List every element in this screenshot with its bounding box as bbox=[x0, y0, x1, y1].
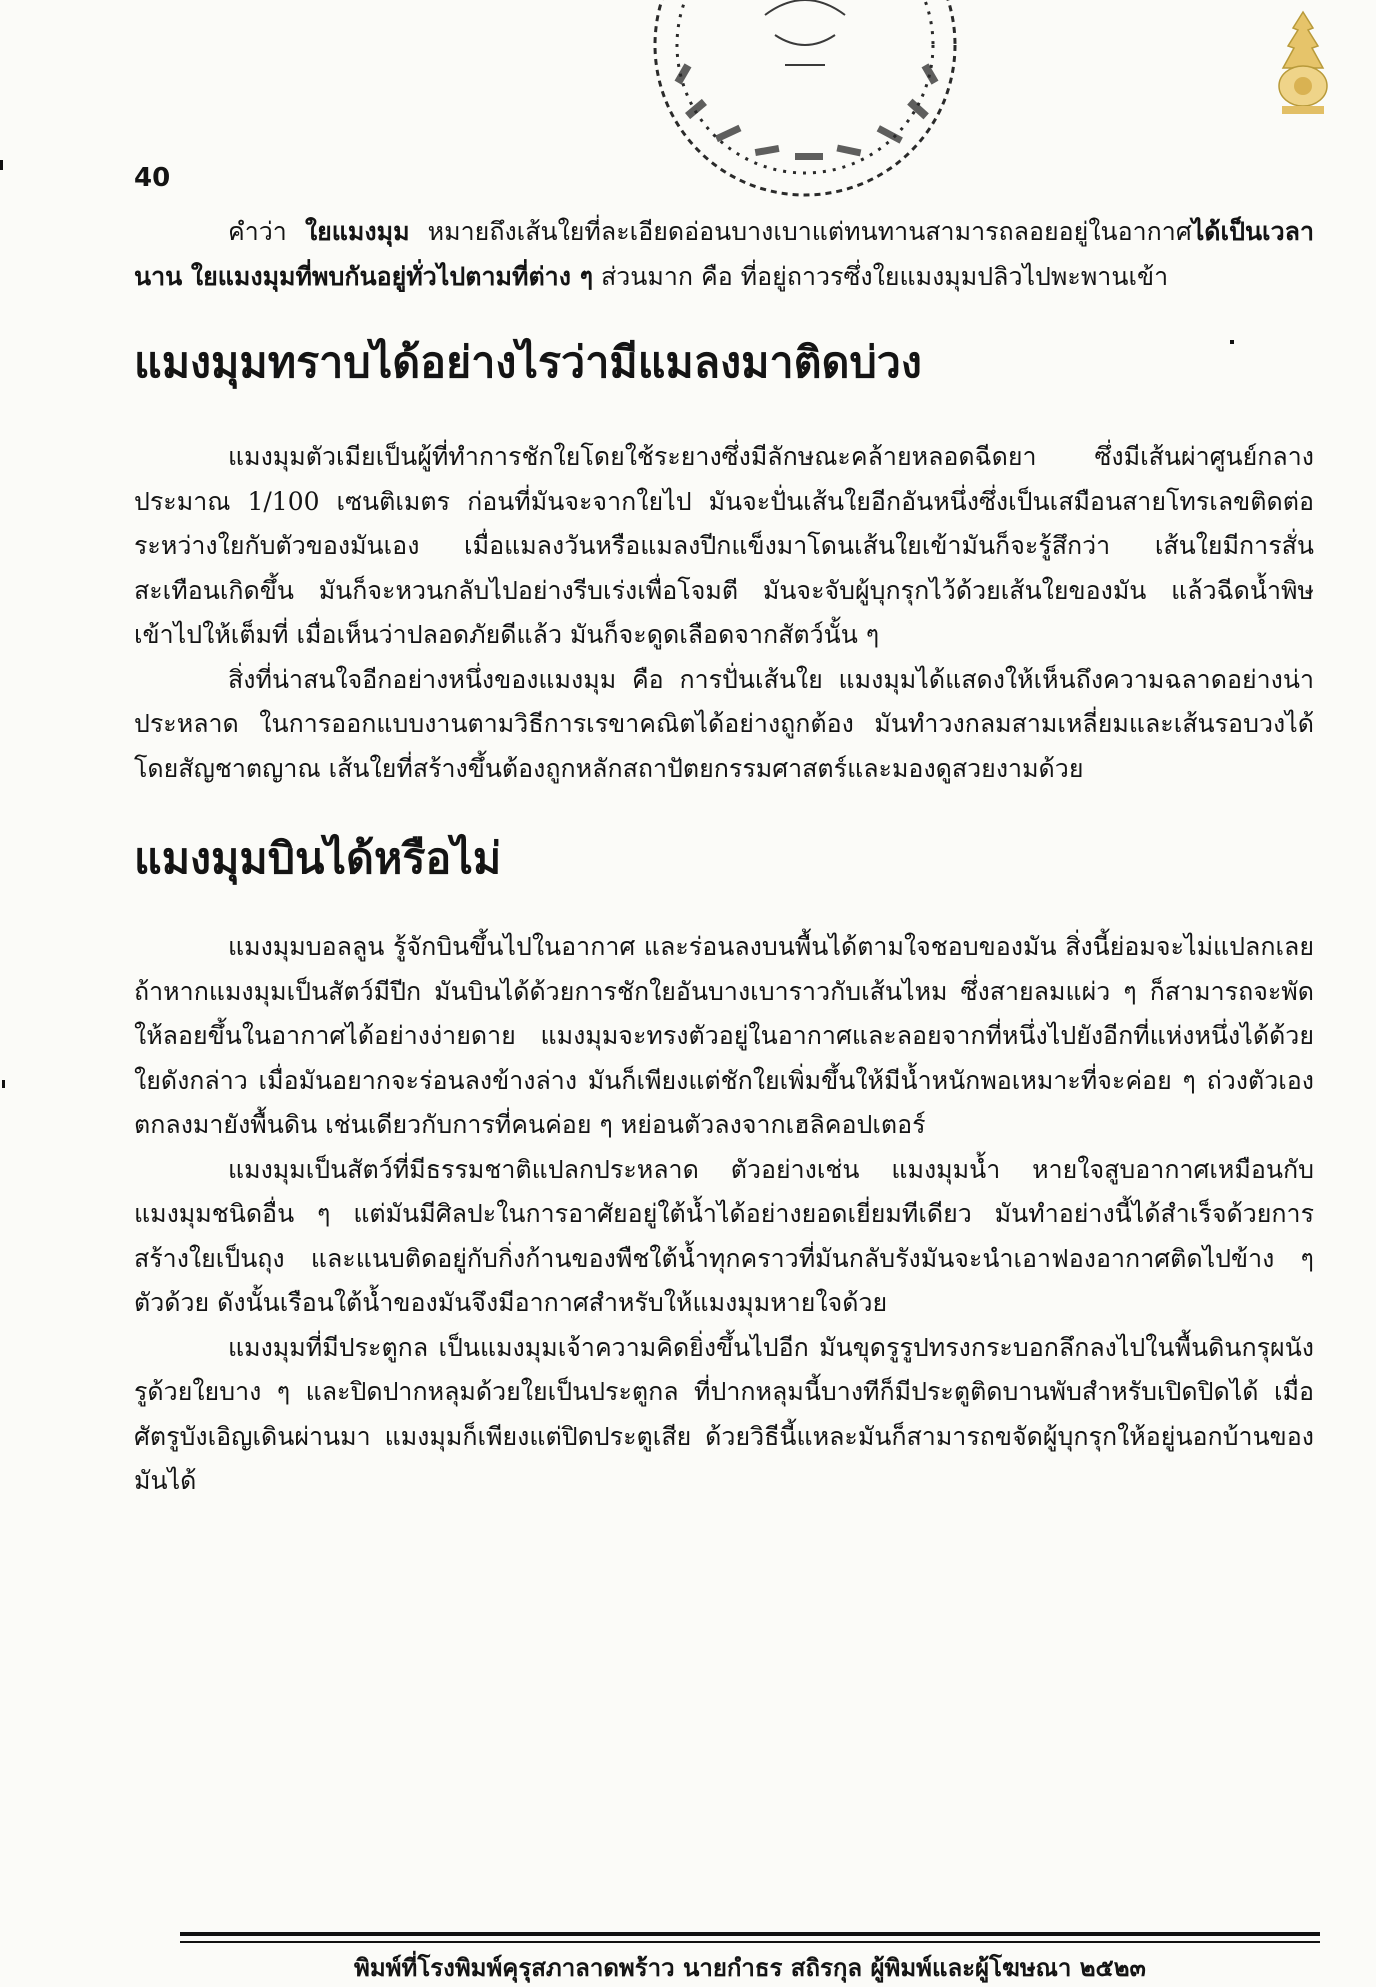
emblem-icon bbox=[1268, 6, 1338, 121]
text-segment: ส่วนมาก คือ ที่อยู่ถาวรซึ่งใยแมงมุมปลิวไปพะพานเข้า bbox=[593, 261, 1169, 291]
footer-divider bbox=[180, 1932, 1320, 1943]
body-paragraph: แมงมุมตัวเมียเป็นผู้ที่ทำการชักใยโดยใช้ระยางซึ่งมีลักษณะคล้ายหลอดฉีดยา ซึ่งมีเส้นผ่าศูนย์กลางประมาณ 1/100 เซนติเมตร ก่อนที่มันจะจากใยไป มันจะปั่นเส้นใยอีกอันหนึ่งซึ่งเป็นเสมือนสายโทรเลขติดต่อระหว่างใยกับตัวของมันเอง เมื่อแมลงวันหรือแมลงปีกแข็งมาโดนเส้นใยเข้ามันก็จะรู้สึกว่า เส้นใยมีการสั่นสะเทือนเกิดขึ้น มันก็จะหวนกลับไปอย่างรีบเร่งเพื่อโจมตี มันจะจับผู้บุกรุกไว้ด้วยเส้นใยของมัน แล้วฉีดน้ำพิษเข้าไปให้เต็มที่ เมื่อเห็นว่าปลอดภัยดีแล้ว มันก็จะดูดเลือดจากสัตว์นั้น ๆ bbox=[134, 442, 1314, 649]
body-paragraph: แมงมุมบอลลูน รู้จักบินขึ้นไปในอากาศ และร่อนลงบนพื้นได้ตามใจชอบของมัน สิ่งนี้ย่อมจะไม่แปลกเลย ถ้าหากแมงมุมเป็นสัตว์มีปีก มันบินได้ด้วยการชักใยอันบางเบาราวกับเส้นไหม ซึ่งสายลมแผ่ว ๆ ก็สามารถจะพัดให้ลอยขึ้นในอากาศได้อย่างง่ายดาย แมงมุมจะทรงตัวอยู่ในอากาศและลอยจากที่หนึ่งไปยังอีกที่แห่งหนึ่งได้ด้วยใยดังกล่าว เมื่อมันอยากจะร่อนลงข้างล่าง มันก็เพียงแต่ชักใยเพิ่มขึ้นให้มีน้ำหนักพอเหมาะที่จะค่อย ๆ ถ่วงตัวเองตกลงมายังพื้นดิน เช่นเดียวกับการที่คนค่อย ๆ หย่อนตัวลงจากเฮลิคอปเตอร์ bbox=[134, 932, 1314, 1139]
body-paragraph: แมงมุมเป็นสัตว์ที่มีธรรมชาติแปลกประหลาด ตัวอย่างเช่น แมงมุมน้ำ หายใจสูบอากาศเหมือนกับแมงมุมชนิดอื่น ๆ แต่มันมีศิลปะในการอาศัยอยู่ใต้น้ำได้อย่างยอดเยี่ยมทีเดียว มันทำอย่างนี้ได้สำเร็จด้วยการสร้างใยเป็นถุง และแนบติดอยู่กับกิ่งก้านของพืชใต้น้ำทุกคราวที่มันกลับรังมันจะนำเอาฟองอากาศติดไปข้าง ๆ ตัวด้วย ดังนั้นเรือนใต้น้ำของมันจึงมีอากาศสำหรับให้แมงมุมหายใจด้วย bbox=[134, 1154, 1314, 1317]
body-paragraph: แมงมุมที่มีประตูกล เป็นแมงมุมเจ้าความคิดยิ่งขึ้นไปอีก มันขุดรูรูปทรงกระบอกลึกลงไปในพื้นดินกรุผนังรูด้วยใยบาง ๆ และปิดปากหลุมด้วยใยเป็นประตูกล ที่ปากหลุมนี้บางทีก็มีประตูติดบานพับสำหรับเปิดปิดได้ เมื่อศัตรูบังเอิญเดินผ่านมา แมงมุมก็เพียงแต่ปิดประตูเสีย ด้วยวิธีนี้แหละมันก็สามารถขจัดผู้บุกรุกให้อยู่นอกบ้านของมันได้ bbox=[134, 1332, 1314, 1495]
scan-mark bbox=[0, 160, 3, 170]
text-segment-bold: ใยแมงมุม bbox=[304, 217, 410, 246]
document-body bbox=[134, 210, 1314, 1504]
scan-mark bbox=[1230, 340, 1234, 344]
text-segment: หมายถึงเส้นใยที่ละเอียดอ่อนบางเบาแต่ทนทานสามารถลอยอยู่ในอากาศ bbox=[409, 217, 1192, 246]
intro-paragraph bbox=[134, 210, 1314, 299]
text-segment-bold: ได้เป็นเวลานาน ใยแมงมุมที่พบกันอยู่ทั่วไปตามที่ต่าง ๆ bbox=[134, 217, 1314, 291]
section-heading: แมงมุมบินได้หรือไม่ bbox=[134, 834, 502, 884]
footer-imprint: พิมพ์ที่โรงพิมพ์คุรุสภาลาดพร้าว นายกำธร สถิรกุล ผู้พิมพ์และผู้โฆษณา ๒๕๒๓ bbox=[354, 1953, 1146, 1982]
page-number: 40 bbox=[134, 163, 171, 193]
section-heading: แมงมุมทราบได้อย่างไรว่ามีแมลงมาติดบ่วง bbox=[134, 338, 922, 388]
seal-stamp bbox=[615, 0, 995, 215]
scan-mark bbox=[2, 1080, 5, 1088]
body-paragraph: สิ่งที่น่าสนใจอีกอย่างหนึ่งของแมงมุม คือ การปั่นเส้นใย แมงมุมได้แสดงให้เห็นถึงความฉลาดอย่างน่าประหลาด ในการออกแบบงานตามวิธีการเรขาคณิตได้อย่างถูกต้อง มันทำวงกลมสามเหลี่ยมและเส้นรอบวงได้โดยสัญชาตญาณ เส้นใยที่สร้างขึ้นต้องถูกหลักสถาปัตยกรรมศาสตร์และมองดูสวยงามด้วย bbox=[134, 664, 1314, 783]
text-segment: คำว่า bbox=[228, 217, 305, 246]
